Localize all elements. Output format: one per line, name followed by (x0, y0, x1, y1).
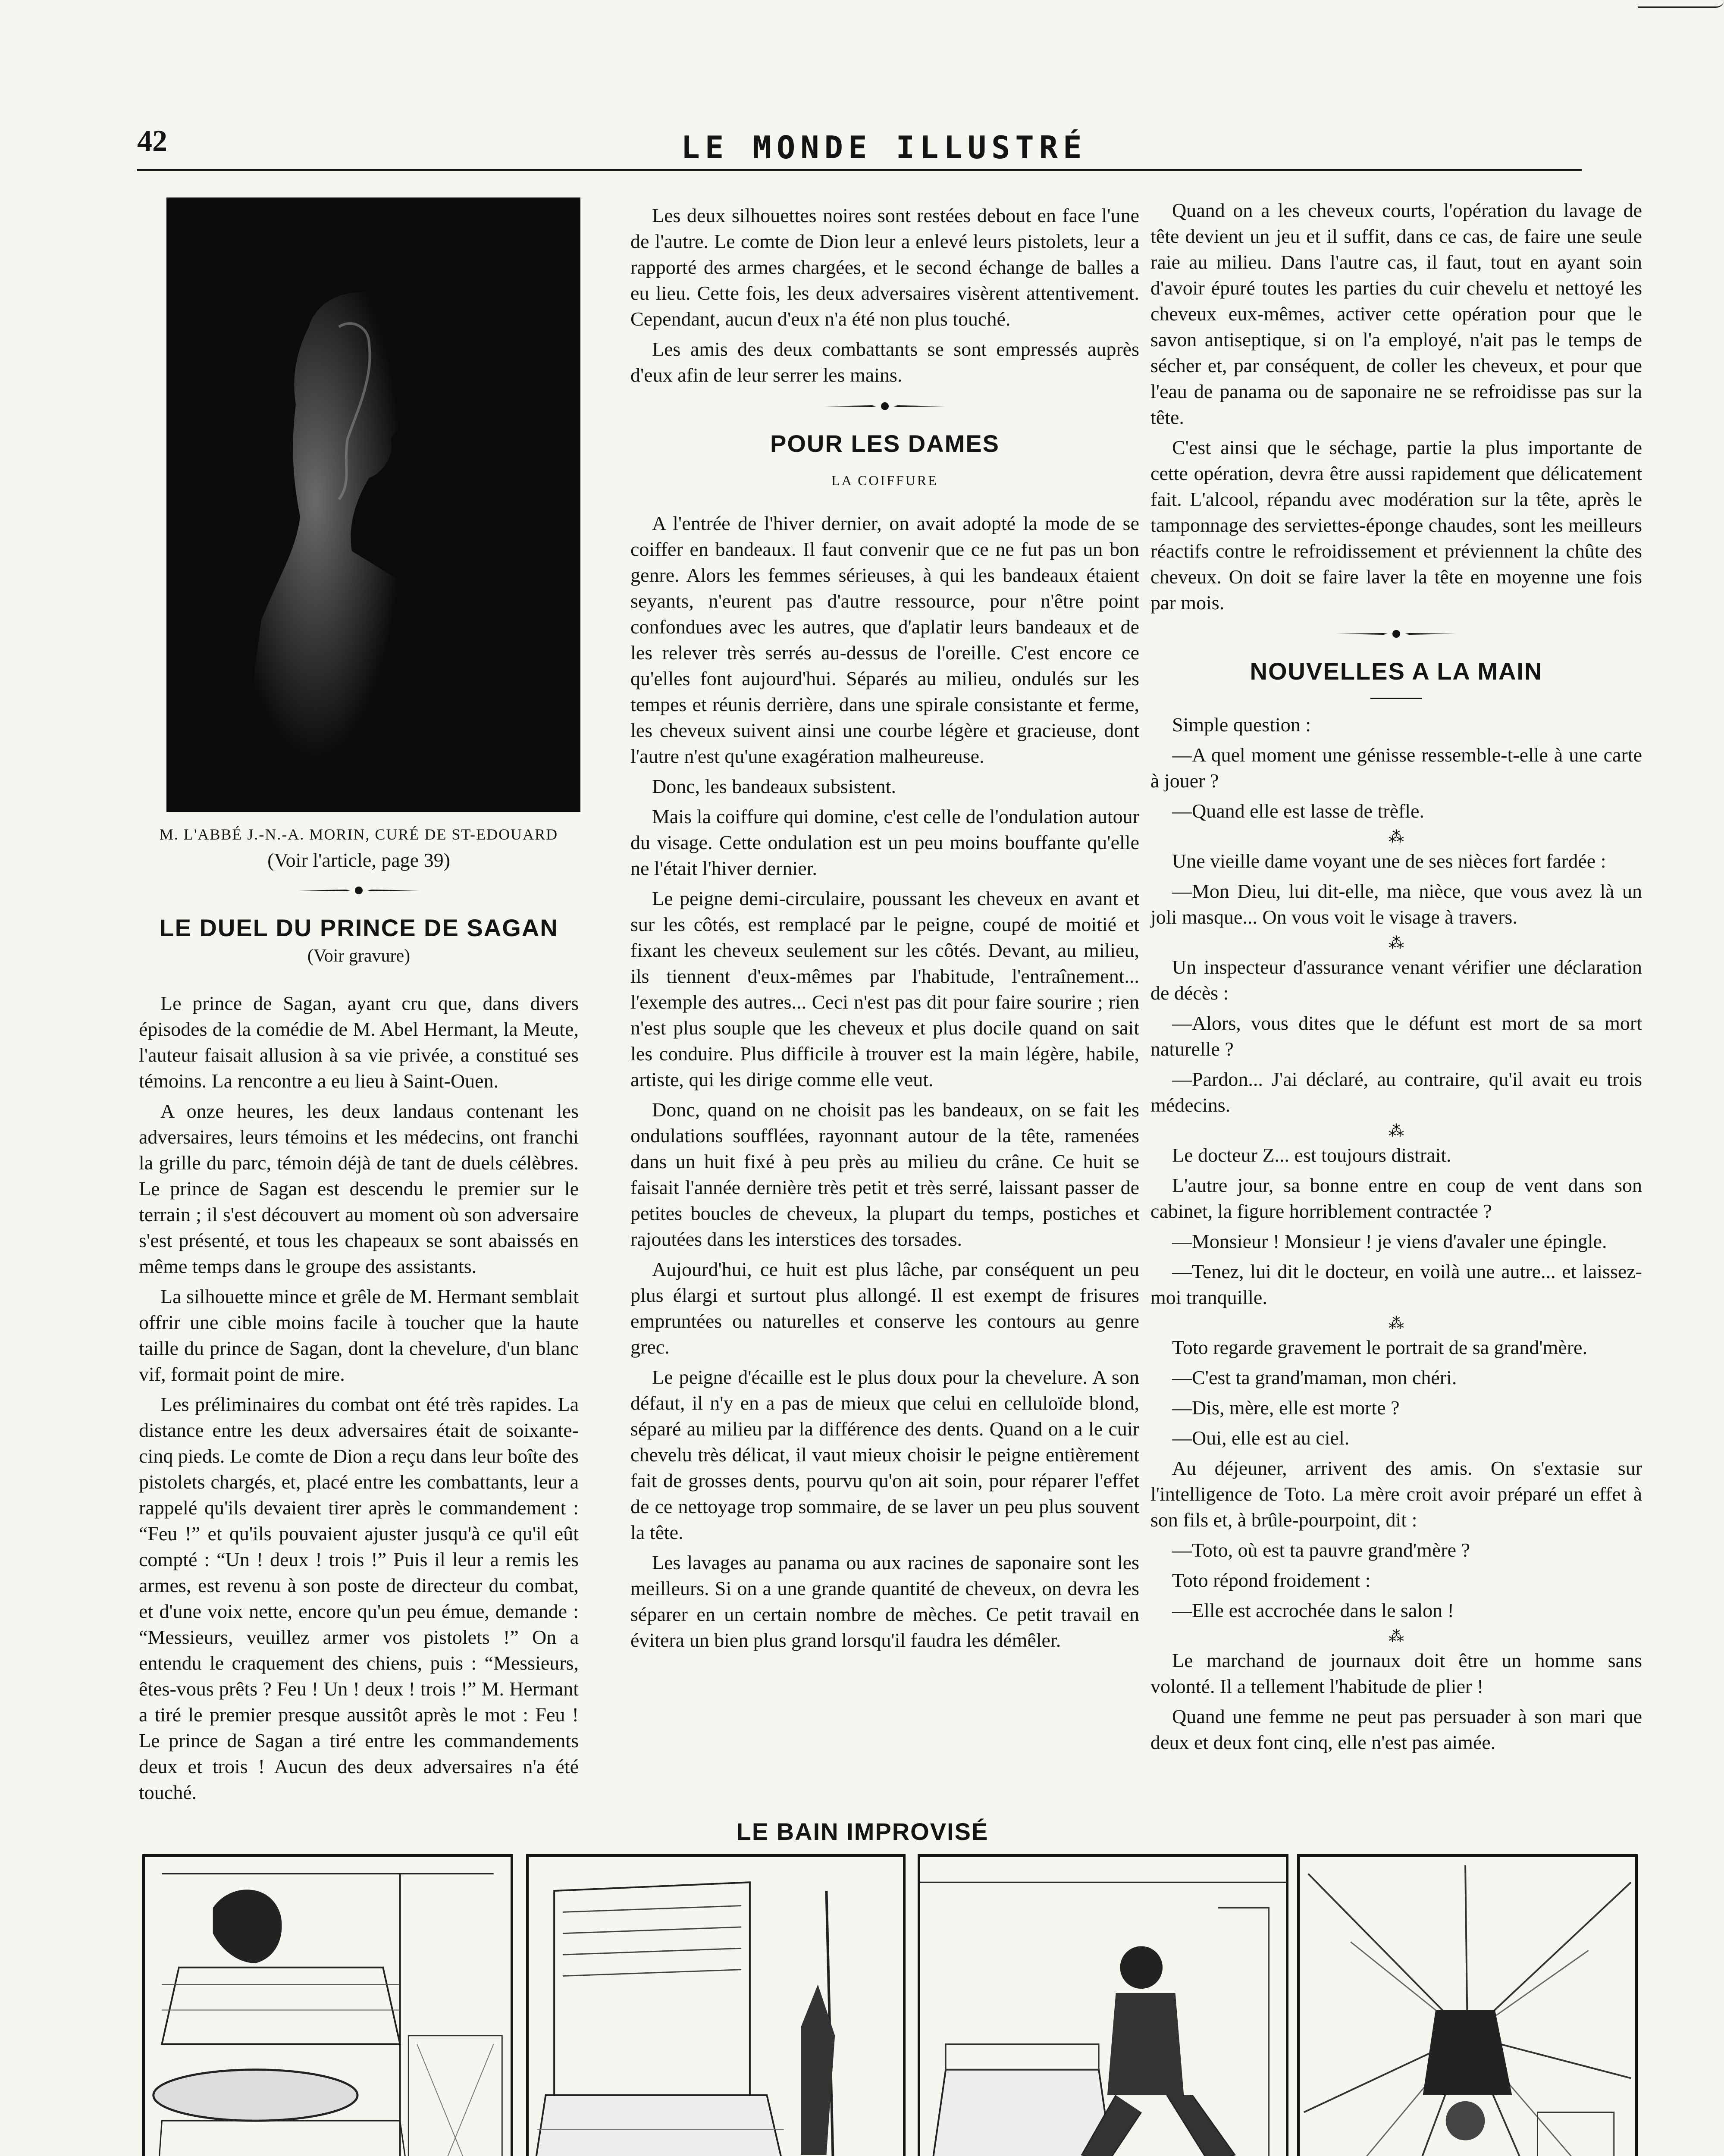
article-title-duel: LE DUEL DU PRINCE DE SAGAN (159, 914, 558, 941)
anecdote-line: Une vieille dame voyant une de ses nièces fort fardée : (1172, 850, 1606, 872)
paragraph: Les préliminaires du combat ont été très rapides. La distance entre les deux adversaires était de soixante-cinq pieds. Le comte de Dion a reçu dans leur boîte des pistolets chargés, et, placé entre les combattants, leur a rappelé qu'ils devaient tirer après le commandement : “Feu !” et qu'ils pouvaient ajuster jusqu'à ce qu'il eût compté : “Un ! deux ! trois !” Puis il leur a remis les armes, est revenu à son poste de directeur du combat, et d'une voix nette, encore qu'un peu émue, demande : “Messieurs, veuillez armer vos pistolets !” On a entendu le craquement des chiens, puis : “Messieurs, êtes-vous prêts ? Feu ! Un ! deux ! trois !” M. Hermant a tiré le premier presque aussitôt après le mot : Feu ! Le prince de Sagan a tiré entre les commandements deux et trois ! Aucun des deux adversaires n'a été touché. (139, 1393, 579, 1803)
anecdote-line: —Alors, vous dites que le défunt est mort de sa mort naturelle ? (1150, 1012, 1642, 1060)
paragraph: Donc, les bandeaux subsistent. (652, 775, 896, 797)
paragraph: Quand on a les cheveux courts, l'opération du lavage de tête devient un jeu et il suffit, dans ce cas, de faire une seule raie au milieu. Dans l'autre cas, il faut, tout en ayant soin d'avoir épuré toutes les parties du cuir chevelu et nettoyé les cheveux eux-mêmes, activer cette opération pour que le savon antiseptique, si on l'a employé, n'ait pas le temps de sécher et, par conséquent, de coller les cheveux, et pour que l'eau de panama ou de saponaire ne se refroidisse pas sur la tête. (1150, 199, 1642, 428)
ornament-divider-icon (298, 885, 419, 896)
paragraph: Mais la coiffure qui domine, c'est celle de l'ondulation autour du visage. Cette ondulation est un peu moins bouffante qu'elle ne l'était l'hiver dernier. (630, 805, 1139, 879)
anecdote-line: Au déjeuner, arrivent des amis. On s'extasie sur l'intelligence de Toto. La mère croit avoir préparé un effet à son fils et, à brûle-pourpoint, dit : (1150, 1457, 1642, 1531)
column-3 (1150, 197, 1642, 1760)
portrait-photo (166, 197, 580, 812)
comic-panel-2 (526, 1854, 906, 2156)
page-number: 42 (137, 125, 167, 158)
ornament-divider-icon (824, 401, 945, 411)
anecdote-line: Le docteur Z... est toujours distrait. (1172, 1144, 1451, 1166)
anecdote-line: —Elle est accrochée dans le salon ! (1172, 1599, 1454, 1621)
comic-panel-1-illustration (145, 1857, 511, 2156)
anecdote-line: —Mon Dieu, lui dit-elle, ma nièce, que vous avez là un joli masque... On vous voit le visage à travers. (1150, 880, 1642, 928)
asterism: ⁂ (1389, 1122, 1404, 1140)
masthead-rule (137, 169, 1582, 171)
ornament-divider-icon (1336, 629, 1457, 639)
anecdote-line: —Tenez, lui dit le docteur, en voilà une autre... et laissez-moi tranquille. (1150, 1260, 1642, 1308)
paragraph: A l'entrée de l'hiver dernier, on avait adopté la mode de se coiffer en bandeaux. Il faut convenir que ce ne fut pas un bon genre. Alors les femmes sérieuses, à qui les bandeaux étaient seyants, n'eurent pas d'autre ressource, pour n'être point confondues avec les autres, que d'aplatir leurs bandeaux et de les relever très serrés au-dessus de l'oreille. C'est encore ce qu'elles font aujourd'hui. Séparés au milieu, ondulés sur les tempes et réunis derrière, dans une spirale consistante et ferme, les cheveux suivent ainsi une courbe légère et gracieuse, dont l'autre n'est qu'une exagération malheureuse. (630, 512, 1139, 767)
paragraph: Donc, quand on ne choisit pas les bandeaux, on se fait les ondulations soufflées, rayonnant autour de la tête, ramenées dans un huit fixé à peu près au milieu du crâne. Ce huit se faisait l'année dernière très petit et très serré, laissant passer de petites boucles de cheveux, la plupart du temps, postiches et rajoutées dans les interstices des torsades. (630, 1099, 1139, 1250)
anecdote-line: L'autre jour, sa bonne entre en coup de vent dans son cabinet, la figure horriblement contractée ? (1150, 1174, 1642, 1222)
paragraph: La silhouette mince et grêle de M. Hermant semblait offrir une cible moins facile à toucher que la haute taille du prince de Sagan, dont la chevelure, d'un blanc vif, formait point de mire. (139, 1285, 579, 1385)
comic-panel-1 (142, 1854, 513, 2156)
comic-panel-2-illustration (529, 1857, 903, 2156)
paragraph: Le prince de Sagan, ayant cru que, dans divers épisodes de la comédie de M. Abel Hermant, la Meute, l'auteur faisait allusion à sa vie privée, a constitué ses témoins. La rencontre a eu lieu à Saint-Ouen. (139, 992, 579, 1092)
anecdote-line: Toto regarde gravement le portrait de sa grand'mère. (1172, 1336, 1587, 1358)
anecdote-line: —Monsieur ! Monsieur ! je viens d'avaler une épingle. (1172, 1230, 1607, 1252)
column-2 (630, 203, 1139, 1658)
portrait-subcaption: (Voir l'article, page 39) (267, 849, 450, 871)
page-corner-mark (1638, 0, 1724, 8)
asterism: ⁂ (1389, 1628, 1404, 1645)
asterism: ⁂ (1389, 828, 1404, 846)
anecdote-line: —Pardon... J'ai déclaré, au contraire, qu'il avait eu trois médecins. (1150, 1068, 1642, 1116)
asterism: ⁂ (1389, 1315, 1404, 1332)
asterism: ⁂ (1389, 934, 1404, 952)
portrait-caption: M. L'ABBÉ J.-N.-A. MORIN, CURÉ DE ST-EDOUARD (159, 826, 558, 843)
anecdote-line: —Oui, elle est au ciel. (1172, 1427, 1350, 1449)
anecdote-line: Un inspecteur d'assurance venant vérifier une déclaration de décès : (1150, 956, 1642, 1004)
anecdote-line: Quand une femme ne peut pas persuader à son mari que deux et deux font cinq, elle n'est pas aimée. (1150, 1705, 1642, 1753)
article-title-nouvelles: NOUVELLES A LA MAIN (1250, 658, 1543, 685)
comic-panel-3-illustration (920, 1857, 1286, 2156)
paragraph: Les lavages au panama ou aux racines de saponaire sont les meilleurs. Si on a une grande quantité de cheveux, on devra les séparer en un certain nombre de mèches. Ce petit travail en évitera un bien plus grand lorsqu'il faudra les démêler. (630, 1551, 1139, 1651)
article-kicker-coiffure: LA COIFFURE (831, 473, 938, 488)
comic-panel-4-illustration (1300, 1857, 1635, 2156)
comic-panel-3 (918, 1854, 1288, 2156)
short-rule (1370, 698, 1422, 699)
masthead: LE MONDE ILLUSTRÉ (681, 129, 1087, 166)
anecdote-line: Le marchand de journaux doit être un homme sans volonté. Il a tellement l'habitude de plier ! (1150, 1649, 1642, 1697)
paragraph: A onze heures, les deux landaus contenant les adversaires, leurs témoins et les médecins, ont franchi la grille du parc, témoin déjà de tant de duels célèbres. Le prince de Sagan est descendu le premier sur le terrain ; il s'est découvert au moment où son adversaire s'est présenté, et tous les chapeaux se sont abaissés en même temps dans le groupe des assistants. (139, 1100, 579, 1277)
paragraph: Les deux silhouettes noires sont restées debout en face l'une de l'autre. Le comte de Dion leur a enlevé leurs pistolets, leur a rapporté des armes chargées, et le second échange de balles a eu lieu. Cette fois, les deux adversaires visèrent attentivement. Cependant, aucun d'eux n'a été non plus touché. (630, 204, 1139, 330)
article-title-dames: POUR LES DAMES (770, 430, 1000, 457)
comic-strip-title: LE BAIN IMPROVISÉ (736, 1818, 989, 1845)
anecdote-line: Toto répond froidement : (1172, 1569, 1371, 1591)
anecdote-line: —Toto, où est ta pauvre grand'mère ? (1172, 1539, 1470, 1561)
anecdote-line: —Dis, mère, elle est morte ? (1172, 1397, 1400, 1419)
paragraph: Les amis des deux combattants se sont empressés auprès d'eux afin de leur serrer les mains. (630, 338, 1139, 386)
anecdote-line: —Quand elle est lasse de trèfle. (1172, 800, 1424, 822)
article-subtitle-duel: (Voir gravure) (307, 946, 411, 966)
anecdote-line: —C'est ta grand'maman, mon chéri. (1172, 1366, 1457, 1388)
paragraph: Aujourd'hui, ce huit est plus lâche, par conséquent un peu plus élargi et surtout plus allongé. Il est exempt de frisures empruntées ou naturelles et conserve les contours au genre grec. (630, 1258, 1139, 1358)
paragraph: Le peigne demi-circulaire, poussant les cheveux en avant et sur les côtés, est remplacé par le peigne, coupé de moitié et fixant les cheveux seulement sur les côtés. Devant, au milieu, ils tiennent d'eux-mêmes par l'habitude, l'entraînement... l'exemple des autres... Ceci n'est pas dit pour faire sourire ; rien n'est plus souple que les cheveux et plus docile quand on sait les conduire. Plus difficile à trouver est la main légère, habile, artiste, qui les dirige comme elle veut. (630, 887, 1139, 1091)
anecdote-line: Simple question : (1172, 714, 1311, 736)
paragraph: Le peigne d'écaille est le plus doux pour la chevelure. A son défaut, il n'y en a pas de mieux que celui en celluloïde blond, séparé au milieu par la différence des dents. Quand on a le cuir chevelu très délicat, il vaut mieux choisir le peigne entièrement fait de grosses dents, pourvu qu'on ait soin, pour réparer l'effet de ce nettoyage trop sommaire, de se laver un peu plus souvent la tête. (630, 1366, 1139, 1543)
comic-panel-4 (1297, 1854, 1638, 2156)
paragraph: C'est ainsi que le séchage, partie la plus importante de cette opération, devra être aussi rapidement que délicatement fait. L'alcool, répandu avec modération sur la tête, après le tamponnage des serviettes-éponge chaudes, sont les meilleurs réactifs contre le refroidissement et préviennent la chûte des cheveux. On doit se faire laver la tête en moyenne une fois par mois. (1150, 436, 1642, 614)
anecdote-line: —A quel moment une génisse ressemble-t-elle à une carte à jouer ? (1150, 744, 1642, 792)
column-1 (139, 197, 579, 1810)
